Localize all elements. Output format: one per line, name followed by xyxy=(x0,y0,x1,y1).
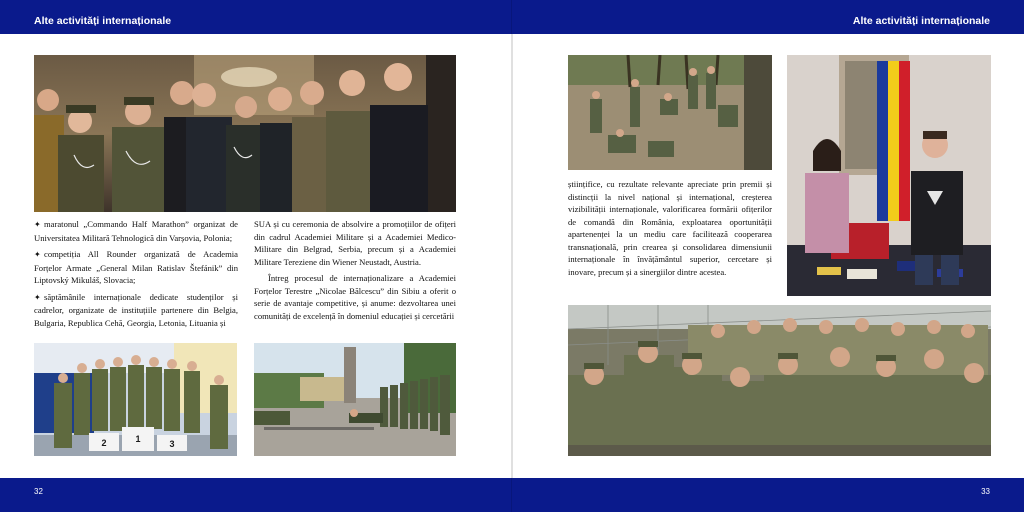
paragraph-continuation: SUA și cu ceremonia de absolvire a promoțiilor de ofițeri din cadrul Academiei Militare și a Academiei Medico-Militare din Belgrad, Serbia, precum și a Academiei Militare Tereziene din Wiener Neustadt, Austria. xyxy=(254,219,456,267)
footer-bar xyxy=(0,478,512,512)
cadets-ceremony-photo xyxy=(34,55,456,212)
podium-place-label: 3 xyxy=(169,439,175,449)
podium-place-label: 1 xyxy=(135,434,141,444)
page-number: 32 xyxy=(34,487,43,496)
obstacle-course-photo xyxy=(254,343,456,456)
header-title: Alte activități internaționale xyxy=(852,15,990,27)
header-bar xyxy=(512,0,1024,34)
bullet-item: ✦ maratonul „Commando Half Marathon” organizat de Universitatea Militară Tehnologică din Varșovia, Polonia; xyxy=(34,219,238,243)
header-title: Alte activități internaționale xyxy=(34,15,172,27)
paragraph: științifice, cu rezultate relevante apreciate prin premii și distincții la nivel național și internațional, creșterea vizibilității internaționale, valorificarea formării ofițerilor de comandă din România, exploatarea oportunității apartenenței la un mediu care facilitează cooperarea transnațională, prin crearea și consolidarea dimensiunii internaționale în învățământul superior, cercetare și inovare, precum și a sinergiilor dintre acestea. xyxy=(568,179,772,277)
four-point-star-icon: ✦ xyxy=(34,250,41,259)
right-page xyxy=(512,0,1024,512)
podium-place-label: 2 xyxy=(101,438,107,448)
header-bar xyxy=(0,0,512,34)
right-text-column xyxy=(568,178,772,282)
soldiers-group-photo xyxy=(568,305,991,456)
field-exercise-photo xyxy=(568,55,772,170)
four-point-star-icon: ✦ xyxy=(34,220,41,229)
paragraph: Întreg procesul de internaționalizare a Academiei Forțelor Terestre „Nicolae Bălcescu” din Sibiu a oferit o serie de avantaje competitive, și anume: dezvoltarea unei comunități de excelență în domeniul educației și cercetării xyxy=(254,273,456,321)
left-text-column-2 xyxy=(254,218,456,326)
bullet-item: ✦ competiția All Rounder organizată de Academia Forțelor Armate „General Milan Ratislav Štefánik” din Liptovský Mikuláš, Slovacia; xyxy=(34,249,238,285)
page-number: 33 xyxy=(981,487,990,496)
podium-award-photo xyxy=(34,343,237,456)
flag-reception-photo xyxy=(787,55,991,296)
bullet-item: ✦ săptămânile internaționale dedicate studenților și cadrelor, organizate de instituțiile partenere din Belgia, Bulgaria, Republica Cehă, Georgia, Letonia, Lituania și xyxy=(34,291,238,328)
left-text-column-1 xyxy=(34,218,238,333)
four-point-star-icon: ✦ xyxy=(34,292,41,302)
footer-bar xyxy=(512,478,1024,512)
